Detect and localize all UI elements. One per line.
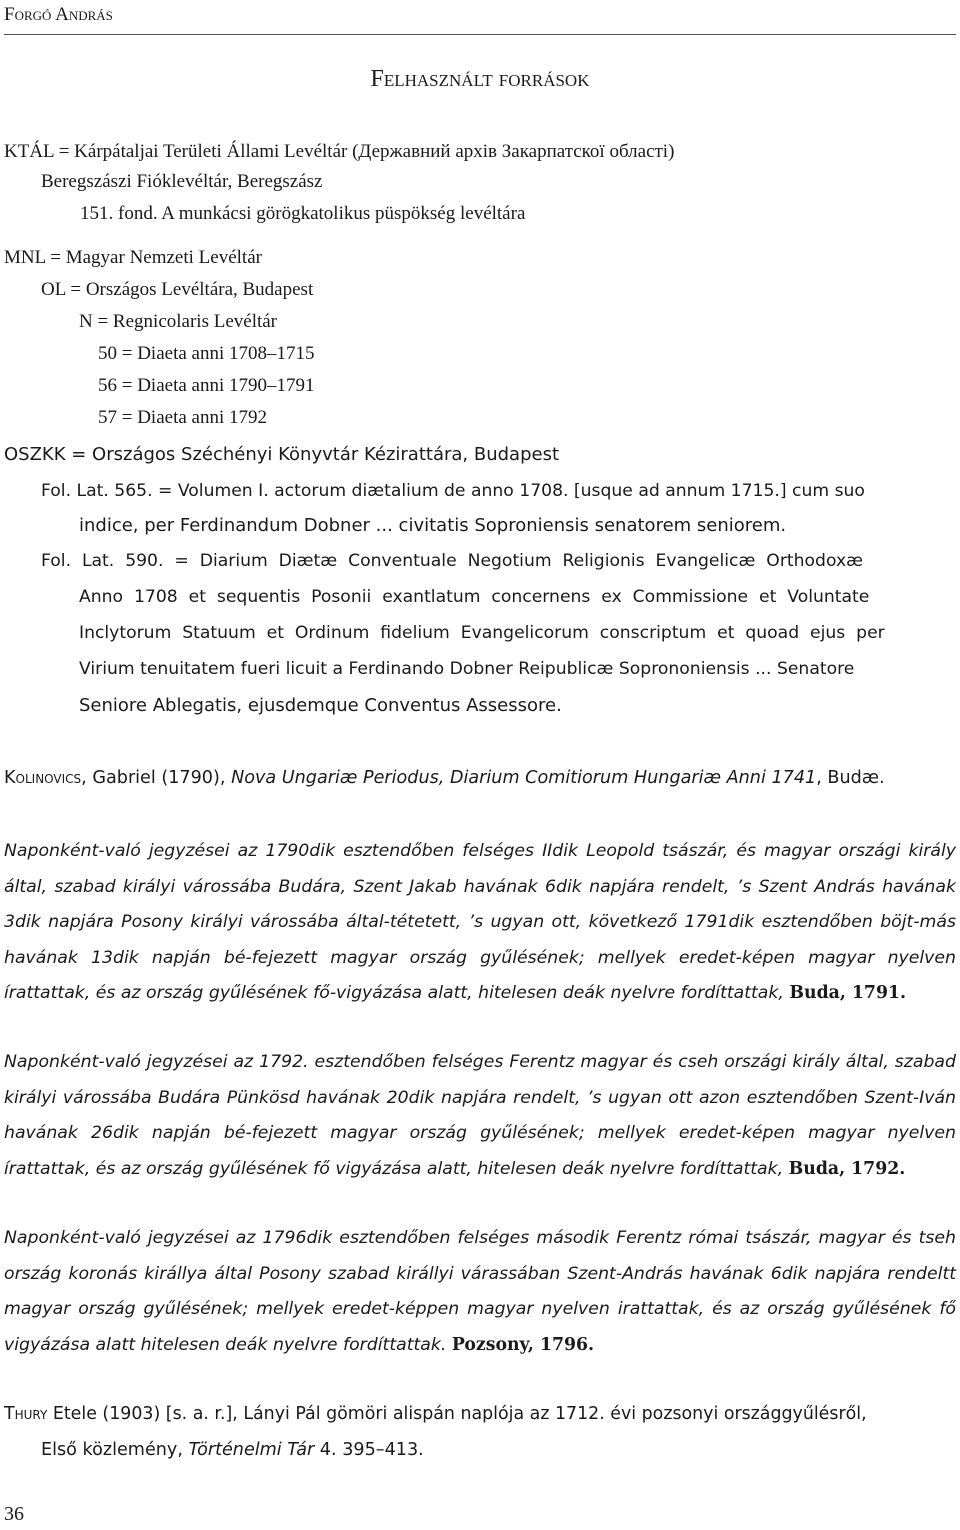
mnl-line-6: 57 = Diaeta anni 1792	[98, 407, 268, 428]
thury-line2-post: 4. 395–413.	[314, 1440, 424, 1460]
oszkk-line-3: indice, per Ferdinandum Dobner ... civitatis Soproniensis senatorem seniorem.	[79, 515, 787, 536]
running-head: Forgó András	[4, 4, 113, 25]
kolinovics-post: , Budæ.	[816, 768, 885, 788]
ktal-line-1: KTÁL = Kárpátaljai Területi Állami Levéltár (Державний архів Закарпатскої області)	[4, 141, 675, 162]
kolinovics-title: Nova Ungariæ Periodus, Diarium Comitiorum Hungariæ Anni 1741	[231, 768, 817, 788]
oszkk-line-5: Anno 1708 et sequentis Posonii exantlatum concernens ex Commissione et Voluntate	[79, 587, 870, 607]
thury-author: Thury	[4, 1404, 48, 1424]
naplo-1792-entry	[4, 1045, 956, 1187]
naplo-1790-entry	[4, 834, 956, 1012]
oszkk-line-1: OSZKK = Országos Széchényi Könyvtár Kézirattára, Budapest	[4, 444, 560, 465]
thury-line1-rest: Etele (1903) [s. a. r.], Lányi Pál gömöri alispán naplója az 1712. évi pozsonyi országgyűlésről,	[47, 1404, 867, 1424]
naplo-1792-text: Naponként-való jegyzései az 1792. esztendőben felséges Ferentz magyar és cseh országi király által, szabad királyi várossába Budára Pünkösd havának 20dik napjára rendelt, ’s ugyan ott azon esztendőben Szent-Iván havának 26dik napján bé-fejezett magyar ország gyűlésének; mellyek eredet-képen magyar nyelven írattattak, és az ország gyűlésének fő vigyázása alatt, hitelesen deák nyelvre fordíttattak,	[4, 1052, 956, 1179]
naplo-1796-place: Pozsony, 1796.	[451, 1334, 595, 1355]
kolinovics-pre: , Gabriel (1790),	[81, 768, 232, 788]
kolinovics-entry	[4, 768, 885, 788]
oszkk-line-6: Inclytorum Statuum et Ordinum fidelium Evangelicorum conscriptum et quoad ejus per	[79, 623, 885, 643]
naplo-1796-entry	[4, 1221, 956, 1363]
kolinovics-author: Kolinovics	[4, 768, 82, 788]
oszkk-line-7: Virium tenuitatem fueri licuit a Ferdinando Dobner Reipublicæ Soprononiensis ... Senatore	[79, 659, 855, 679]
oszkk-line-2: Fol. Lat. 565. = Volumen I. actorum diætalium de anno 1708. [usque ad annum 1715.] cum suo	[41, 481, 865, 501]
ktal-line-3: 151. fond. A munkácsi görögkatolikus püspökség levéltára	[80, 203, 526, 224]
naplo-1790-place: Buda, 1791.	[789, 983, 907, 1003]
mnl-line-4: 50 = Diaeta anni 1708–1715	[98, 343, 315, 364]
naplo-1792-place: Buda, 1792.	[788, 1158, 906, 1179]
thury-line2-pre: Első közlemény,	[41, 1440, 189, 1460]
naplo-1790-text: Naponként-való jegyzései az 1790dik esztendőben felséges IIdik Leopold tsászár, és magyar országi király által, szabad királyi várossába Budára, Szent Jakab havának 6dik napjára rendelt, ’s Szent András havának 3dik napjára Posony királyi várossába által-tétetett, ’s ugyan ott, következő 1791dik esztendőben böjt-más havának 13dik napján bé-fejezett magyar ország gyűlésének; mellyek eredet-képen magyar nyelven írattattak, és az ország gyűlésének fő-vigyázása alatt, hitelesen deák nyelvre fordíttattak,	[4, 841, 956, 1003]
mnl-line-3: N = Regnicolaris Levéltár	[79, 311, 278, 332]
header-rule	[4, 34, 956, 35]
section-title: Felhasznált források	[370, 66, 590, 92]
mnl-line-2: OL = Országos Levéltára, Budapest	[41, 279, 314, 300]
page-number: 36	[4, 1503, 24, 1525]
oszkk-line-8: Seniore Ablegatis, ejusdemque Conventus Assessore.	[79, 695, 562, 716]
thury-journal-title: Történelmi Tár	[188, 1440, 315, 1460]
ktal-line-2: Beregszászi Fióklevéltár, Beregszász	[41, 171, 323, 192]
thury-line-2	[41, 1440, 424, 1460]
thury-line-1	[4, 1404, 867, 1424]
naplo-1796-text: Naponként-való jegyzései az 1796dik esztendőben felséges második Ferentz római tsászár, magyar és tseh ország koronás királlya által Posony szabad királlyi várassában Szent-András havának 6dik napjára rendeltt magyar ország gyűlésének; mellyek eredet-képpen magyar nyelven irattattak, és az ország gyűlésének fő vigyázása alatt hitelesen deák nyelvre fordíttattak.	[4, 1228, 956, 1355]
mnl-line-5: 56 = Diaeta anni 1790–1791	[98, 375, 315, 396]
mnl-line-1: MNL = Magyar Nemzeti Levéltár	[4, 247, 262, 268]
oszkk-line-4: Fol. Lat. 590. = Diarium Diætæ Conventuale Negotium Religionis Evangelicæ Orthodoxæ	[41, 551, 863, 571]
